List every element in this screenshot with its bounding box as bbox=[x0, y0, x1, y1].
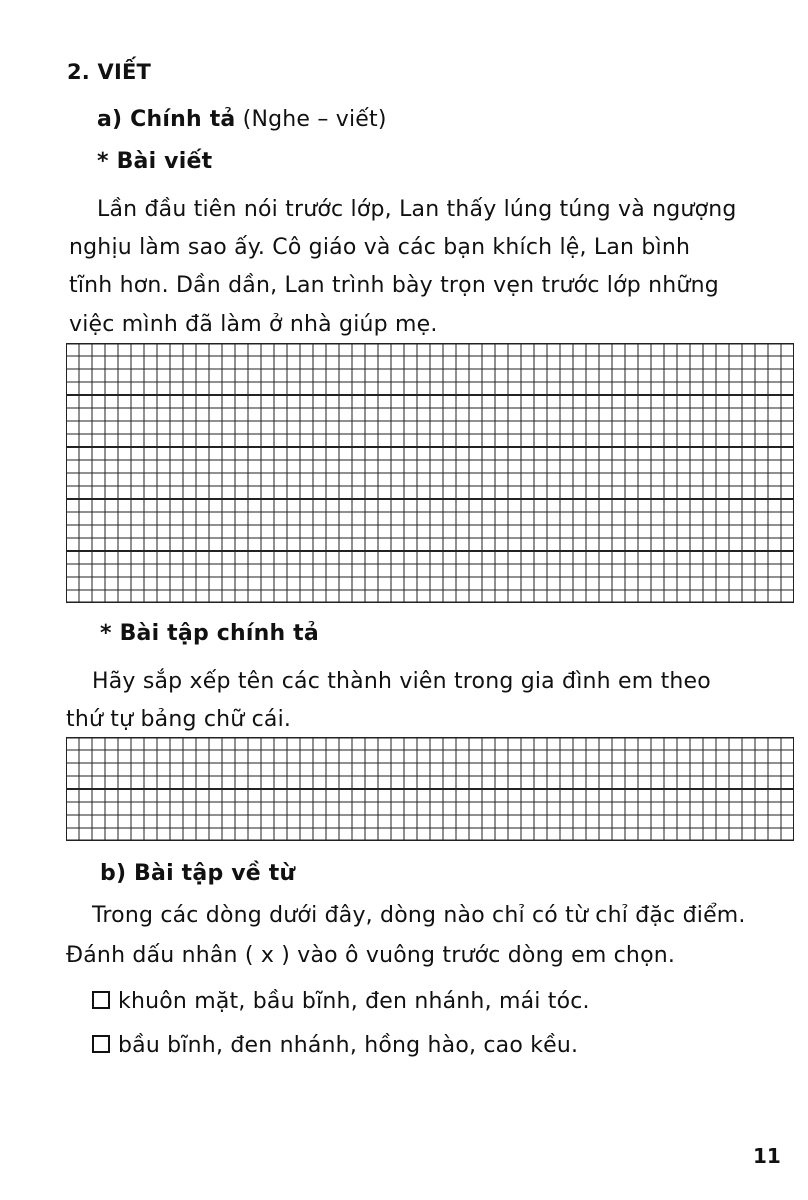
part-b-line-1: Trong các dòng dưới đây, dòng nào chỉ có từ chỉ đặc điểm. bbox=[92, 903, 746, 928]
exercise-title: * Bài tập chính tả bbox=[100, 621, 319, 646]
option-checkbox-1[interactable] bbox=[92, 991, 110, 1009]
part-a-heading bbox=[97, 106, 387, 134]
reading-line-2: nghịu làm sao ấy. Cô giáo và các bạn khích lệ, Lan bình bbox=[69, 235, 691, 260]
exercise-line-1: Hãy sắp xếp tên các thành viên trong gia đình em theo bbox=[92, 669, 711, 694]
writing-grid-dictation[interactable] bbox=[66, 343, 794, 603]
option-text-2: bầu bĩnh, đen nhánh, hồng hào, cao kều. bbox=[118, 1033, 579, 1058]
page-number: 11 bbox=[753, 1144, 781, 1168]
option-text-1: khuôn mặt, bầu bĩnh, đen nhánh, mái tóc. bbox=[118, 989, 590, 1014]
part-a-title: a) Chính tả bbox=[97, 107, 236, 132]
part-a-note: (Nghe – viết) bbox=[242, 107, 387, 132]
option-checkbox-2[interactable] bbox=[92, 1035, 110, 1053]
reading-line-3: tĩnh hơn. Dần dần, Lan trình bày trọn vẹn trước lớp những bbox=[69, 273, 719, 298]
option-row-1 bbox=[92, 988, 590, 1016]
reading-line-4: việc mình đã làm ở nhà giúp mẹ. bbox=[69, 312, 438, 337]
exercise-line-2: thứ tự bảng chữ cái. bbox=[66, 707, 292, 732]
reading-line-1: Lần đầu tiên nói trước lớp, Lan thấy lúng túng và ngượng bbox=[97, 197, 737, 222]
option-row-2 bbox=[92, 1032, 578, 1060]
part-b-line-2: Đánh dấu nhân ( x ) vào ô vuông trước dòng em chọn. bbox=[66, 943, 676, 968]
reading-title: * Bài viết bbox=[97, 149, 213, 174]
section-heading: 2. VIẾT bbox=[67, 60, 152, 84]
writing-grid-exercise[interactable] bbox=[66, 737, 794, 841]
part-b-title: b) Bài tập về từ bbox=[100, 861, 296, 886]
